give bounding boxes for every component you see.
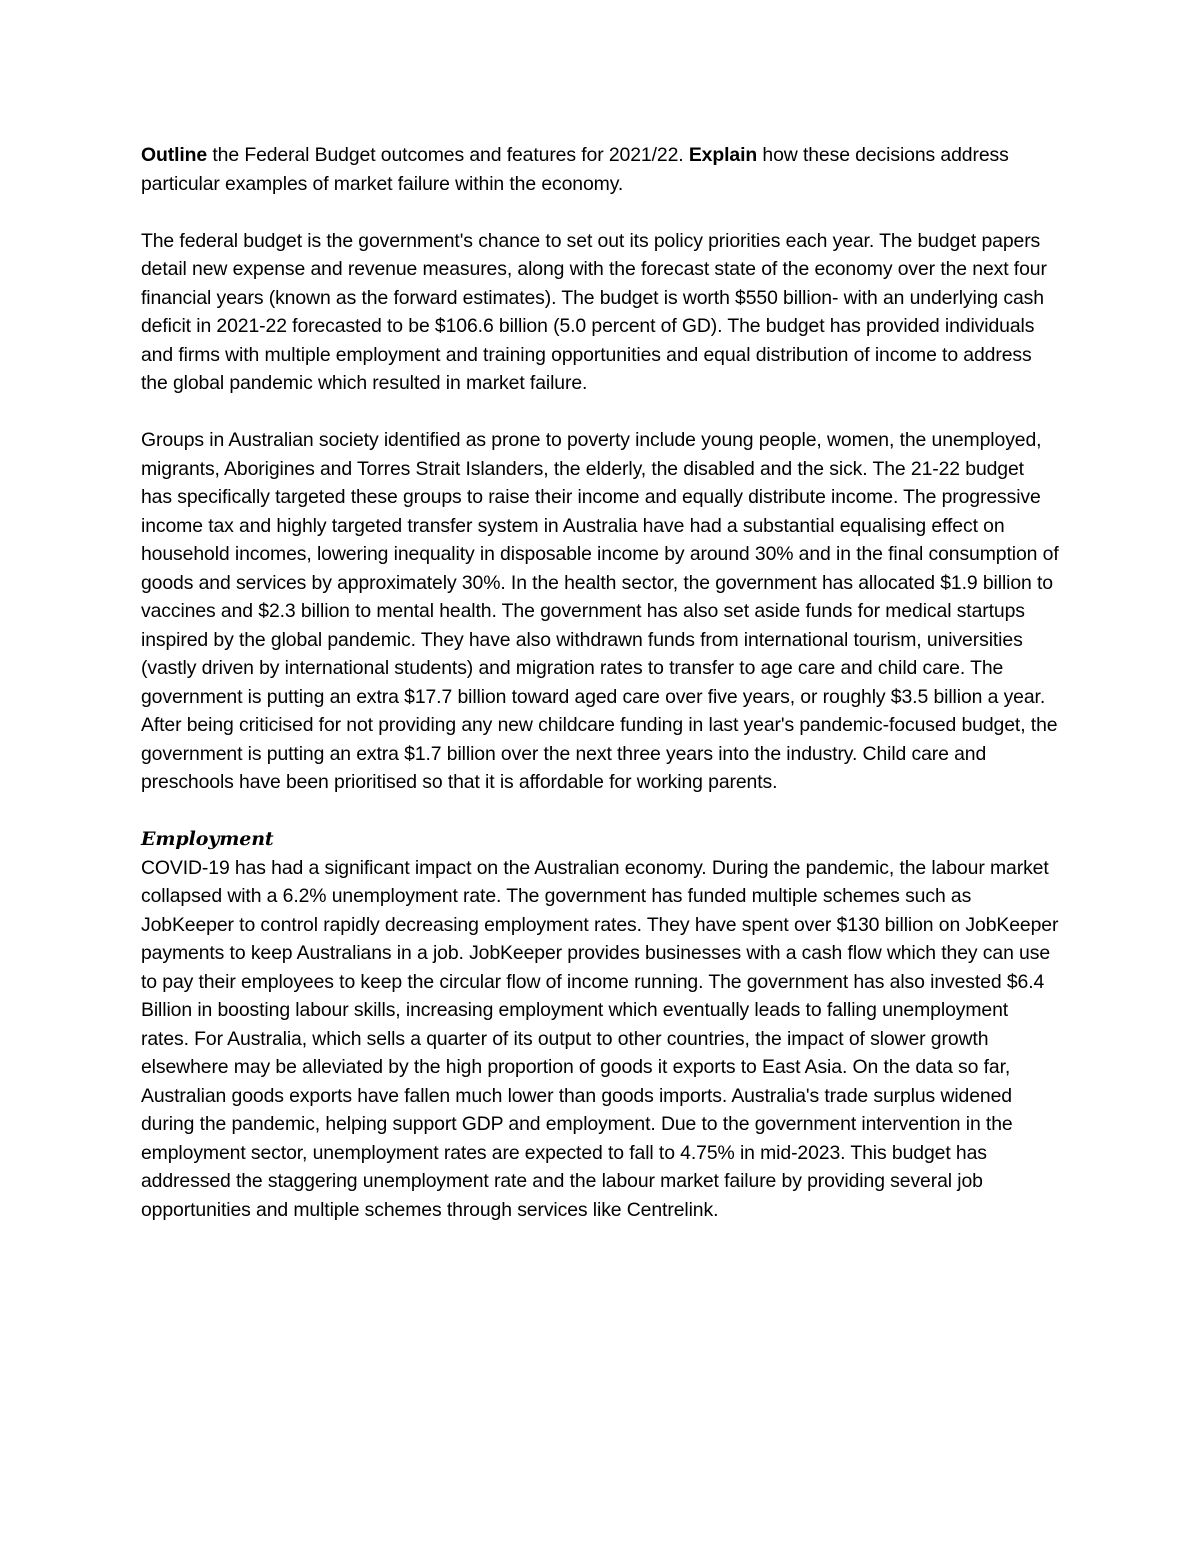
paragraph-employment: COVID-19 has had a significant impact on the Australian economy. During the pandemic, the labour market collapsed with a 6.2% unemployment rate. The government has funded multiple schemes such as JobKeeper to control rapidly decreasing employment rates. They have spent over $130 billion on JobKeeper payments to keep Australians in a job. JobKeeper provides businesses with a cash flow which they can use to pay their employees to keep the circular flow of income running. The government has also invested $6.4 Billion in boosting labour skills, increasing employment which eventually leads to falling unemployment rates. For Australia, which sells a quarter of its output to other countries, the impact of slower growth elsewhere may be alleviated by the high proportion of goods it exports to East Asia. On the data so far, Australian goods exports have fallen much lower than goods imports. Australia's trade surplus widened during the pandemic, helping support GDP and employment. Due to the government intervention in the employment sector, unemployment rates are expected to fall to 4.75% in mid-2023. This budget has addressed the staggering unemployment rate and the labour market failure by providing several job opportunities and multiple schemes through services like Centrelink. bbox=[141, 856, 1059, 1221]
paragraph-federal-budget: The federal budget is the government's chance to set out its policy priorities each year. The budget papers detail new expense and revenue measures, along with the forecast state of the economy over the next four financial years (known as the forward estimates). The budget is worth $550 billion- with an underlying cash deficit in 2021-22 forecasted to be $106.6 billion (5.0 percent of GD). The budget has provided individuals and firms with multiple employment and training opportunities and equal distribution of income to address the global pandemic which resulted in market failure. bbox=[141, 229, 1047, 394]
explain-keyword: Explain bbox=[688, 144, 758, 166]
outline-keyword: Outline bbox=[141, 144, 208, 166]
paragraph-poverty-groups: Groups in Australian society identified as prone to poverty include young people, women, the unemployed, migrants, Aborigines and Torres Strait Islanders, the elderly, the disabled and the sick. The 21-22 budget has specifically targeted these groups to raise their income and equally distribute income. The progressive income tax and highly targeted transfer system in Australia have had a substantial equalising effect on household incomes, lowering inequality in disposable income by around 30% and in the final consumption of goods and services by approximately 30%. In the health sector, the government has allocated $1.9 billion to vaccines and $2.3 billion to mental health. The government has also set aside funds for medical startups inspired by the global pandemic. They have also withdrawn funds from international tourism, universities (vastly driven by international students) and migration rates to transfer to age care and child care. The government is putting an extra $17.7 billion toward aged care over five years, or roughly $3.5 billion a year. After being criticised for not providing any new childcare funding in last year's pandemic-focused budget, the government is putting an extra $1.7 billion over the next three years into the industry. Child care and preschools have been prioritised so that it is affordable for working parents. bbox=[141, 429, 1059, 793]
outline-text: the Federal Budget outcomes and features for 2021/22. bbox=[207, 144, 689, 166]
document-page bbox=[141, 141, 1059, 1253]
question-prompt bbox=[141, 141, 1059, 198]
employment-heading: Employment bbox=[141, 828, 274, 850]
explain-text: how these decisions address particular examples of market failure within the economy. bbox=[141, 144, 1009, 195]
